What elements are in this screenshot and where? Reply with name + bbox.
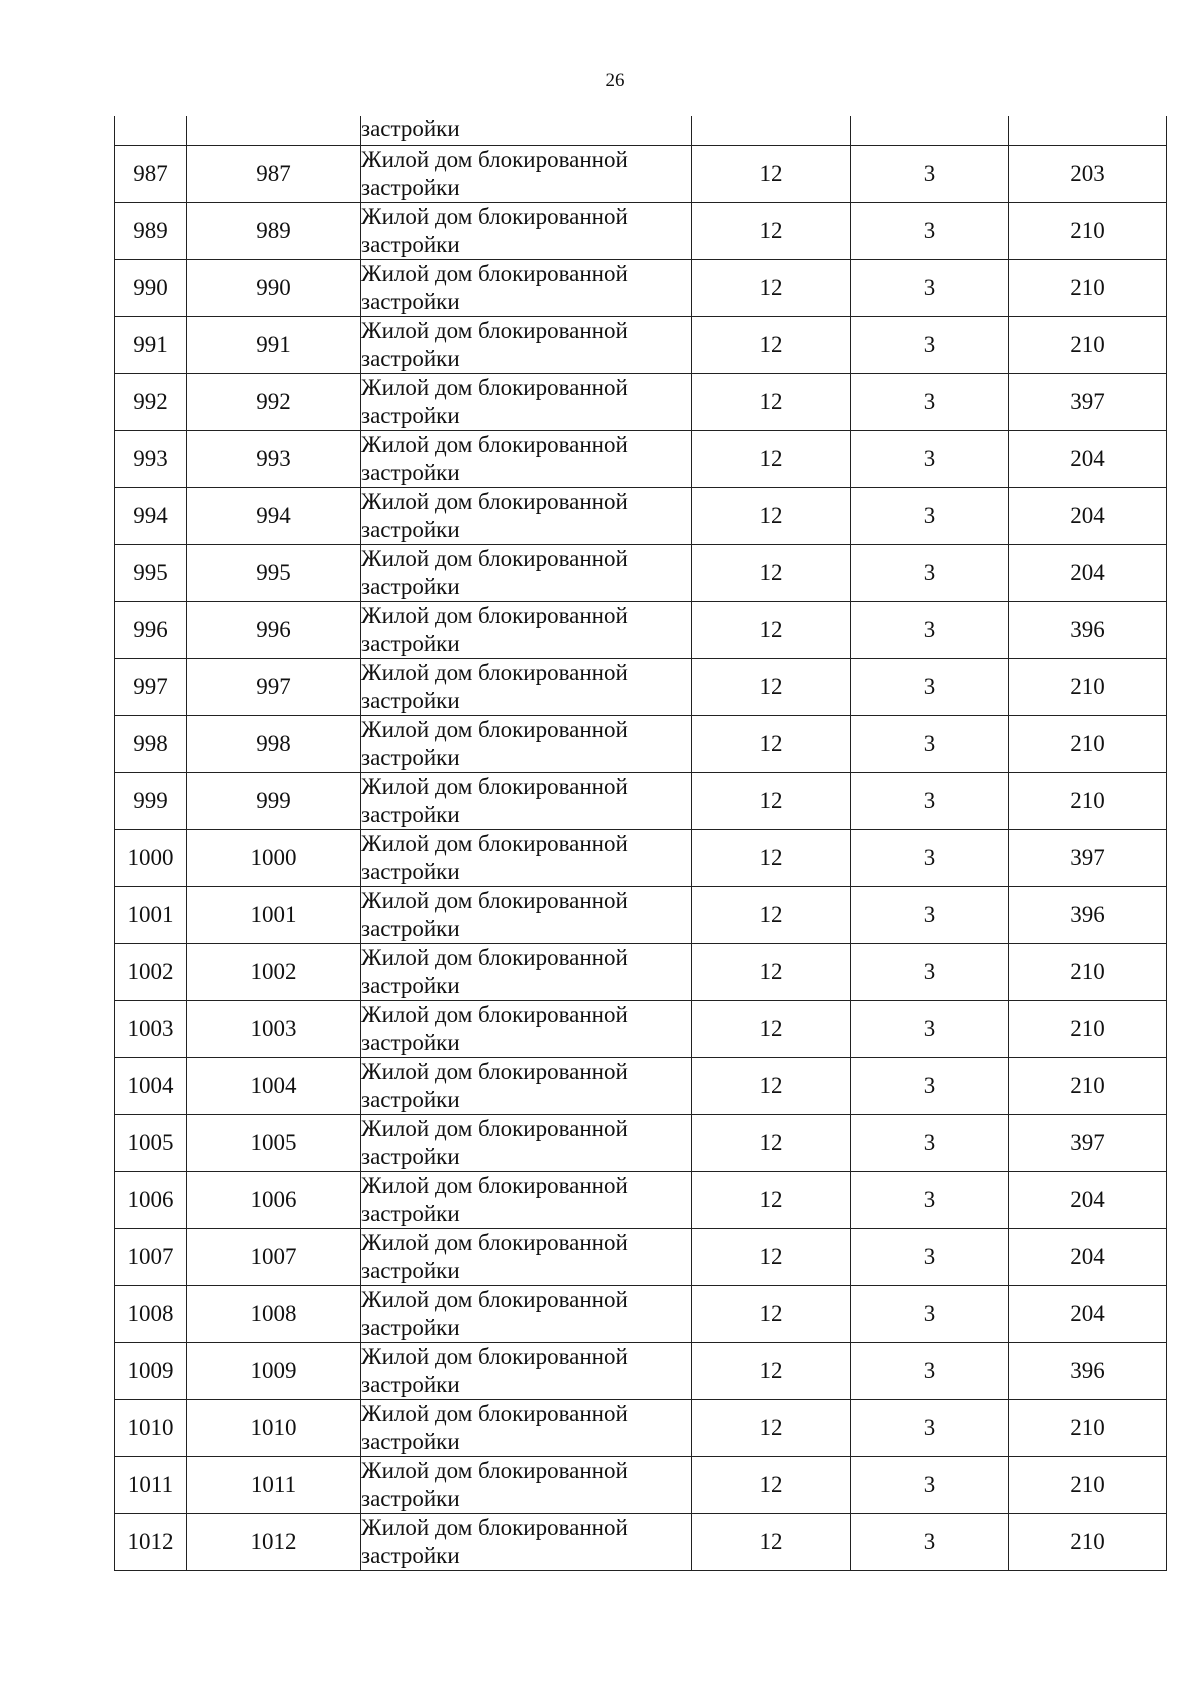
cell-index: 1009	[115, 1343, 187, 1400]
description-line-1: Жилой дом блокированной	[361, 1401, 628, 1426]
cell-value-a: 12	[692, 1001, 851, 1058]
cell-value-c: 210	[1009, 1514, 1167, 1571]
cell-description	[361, 317, 692, 374]
cell-value-a: 12	[692, 317, 851, 374]
cell-value-b: 3	[851, 203, 1009, 260]
table-row	[115, 431, 1167, 488]
cell-number: 987	[187, 146, 361, 203]
table-row	[115, 773, 1167, 830]
description-line-2: застройки	[361, 574, 460, 599]
cell-description	[361, 887, 692, 944]
cell-number: 1002	[187, 944, 361, 1001]
cell-value-c: 204	[1009, 431, 1167, 488]
cell-index: 994	[115, 488, 187, 545]
cell-number: 999	[187, 773, 361, 830]
description-line-2: застройки	[361, 688, 460, 713]
cell-value-a: 12	[692, 260, 851, 317]
description-line-1: Жилой дом блокированной	[361, 831, 628, 856]
cell-value-c: 210	[1009, 260, 1167, 317]
description-line-2: застройки	[361, 745, 460, 770]
cell-value-a: 12	[692, 488, 851, 545]
cell-value-b: 3	[851, 1115, 1009, 1172]
cell-value-b: 3	[851, 1286, 1009, 1343]
cell-description	[361, 944, 692, 1001]
cell-index: 1012	[115, 1514, 187, 1571]
description-line-1: Жилой дом блокированной	[361, 489, 628, 514]
table-row	[115, 1457, 1167, 1514]
cell-value-c: 397	[1009, 374, 1167, 431]
table-row	[115, 716, 1167, 773]
cell-value-b: 3	[851, 1058, 1009, 1115]
description-line-2: застройки	[361, 1087, 460, 1112]
cell-index: 998	[115, 716, 187, 773]
description-line-2: застройки	[361, 973, 460, 998]
cell-index: 1006	[115, 1172, 187, 1229]
cell-value-a: 12	[692, 431, 851, 488]
cell-number: 1008	[187, 1286, 361, 1343]
cell-index: 995	[115, 545, 187, 602]
description-line-1: Жилой дом блокированной	[361, 318, 628, 343]
cell-value-b: 3	[851, 1001, 1009, 1058]
cell-value-c: 210	[1009, 659, 1167, 716]
table-row	[115, 1400, 1167, 1457]
table-row	[115, 887, 1167, 944]
description-line-2: застройки	[361, 175, 460, 200]
cell-description	[361, 773, 692, 830]
cell-number: 989	[187, 203, 361, 260]
cell-index: 991	[115, 317, 187, 374]
table-row	[115, 260, 1167, 317]
cell-description	[361, 1001, 692, 1058]
cell-value-c: 204	[1009, 1229, 1167, 1286]
description-line-2: застройки	[361, 802, 460, 827]
description-line-2: застройки	[361, 1315, 460, 1340]
cell-description	[361, 830, 692, 887]
cell-description	[361, 260, 692, 317]
table-row	[115, 1172, 1167, 1229]
cell-value-a: 12	[692, 1343, 851, 1400]
cell-value-b: 3	[851, 887, 1009, 944]
cell-number	[187, 116, 361, 146]
cell-value-c: 210	[1009, 716, 1167, 773]
description-line-1: Жилой дом блокированной	[361, 717, 628, 742]
description-line-1: Жилой дом блокированной	[361, 1173, 628, 1198]
cell-value-a: 12	[692, 374, 851, 431]
description-line-2: застройки	[361, 1543, 460, 1568]
table-row	[115, 374, 1167, 431]
cell-value-a: 12	[692, 1514, 851, 1571]
cell-value-c: 396	[1009, 887, 1167, 944]
cell-value-b: 3	[851, 716, 1009, 773]
cell-value-a: 12	[692, 1457, 851, 1514]
table-row	[115, 488, 1167, 545]
cell-description	[361, 488, 692, 545]
cell-value-b: 3	[851, 1514, 1009, 1571]
cell-value-a: 12	[692, 146, 851, 203]
cell-number: 998	[187, 716, 361, 773]
description-line-1: Жилой дом блокированной	[361, 1116, 628, 1141]
cell-description	[361, 1343, 692, 1400]
cell-value-c: 210	[1009, 1058, 1167, 1115]
cell-index: 1005	[115, 1115, 187, 1172]
description-line-2: застройки	[361, 232, 460, 257]
cell-value-a: 12	[692, 1115, 851, 1172]
cell-value-a: 12	[692, 887, 851, 944]
description-line-2: застройки	[361, 631, 460, 656]
cell-number: 1007	[187, 1229, 361, 1286]
cell-value-b: 3	[851, 374, 1009, 431]
cell-number: 1001	[187, 887, 361, 944]
cell-value-b: 3	[851, 830, 1009, 887]
registry-table	[114, 116, 1167, 1571]
cell-value-b: 3	[851, 1343, 1009, 1400]
description-line-2: застройки	[361, 403, 460, 428]
cell-number: 1006	[187, 1172, 361, 1229]
table-row	[115, 830, 1167, 887]
cell-value-b: 3	[851, 1400, 1009, 1457]
cell-value-c: 204	[1009, 1172, 1167, 1229]
cell-description	[361, 1058, 692, 1115]
cell-value-a: 12	[692, 203, 851, 260]
cell-index: 1008	[115, 1286, 187, 1343]
description-line-2: застройки	[361, 1372, 460, 1397]
description-line-2: застройки	[361, 460, 460, 485]
table-row	[115, 1058, 1167, 1115]
cell-description	[361, 659, 692, 716]
table-row	[115, 1229, 1167, 1286]
cell-value-c: 210	[1009, 944, 1167, 1001]
cell-value-c: 204	[1009, 545, 1167, 602]
table-row	[115, 659, 1167, 716]
cell-description	[361, 374, 692, 431]
cell-value-c: 210	[1009, 203, 1167, 260]
cell-number: 1005	[187, 1115, 361, 1172]
cell-number: 996	[187, 602, 361, 659]
cell-number: 1012	[187, 1514, 361, 1571]
description-line-1: Жилой дом блокированной	[361, 1059, 628, 1084]
description-line-2: застройки	[361, 346, 460, 371]
cell-index: 996	[115, 602, 187, 659]
table-body	[115, 116, 1167, 1571]
cell-value-b: 3	[851, 944, 1009, 1001]
cell-number: 997	[187, 659, 361, 716]
cell-index: 992	[115, 374, 187, 431]
cell-description	[361, 545, 692, 602]
cell-value-c: 203	[1009, 146, 1167, 203]
description-line: застройки	[361, 116, 460, 141]
description-line-1: Жилой дом блокированной	[361, 546, 628, 571]
cell-value-b	[851, 116, 1009, 146]
cell-number: 990	[187, 260, 361, 317]
cell-value-c: 397	[1009, 830, 1167, 887]
description-line-1: Жилой дом блокированной	[361, 945, 628, 970]
cell-value-c: 397	[1009, 1115, 1167, 1172]
cell-value-b: 3	[851, 602, 1009, 659]
description-line-1: Жилой дом блокированной	[361, 147, 628, 172]
cell-value-c: 396	[1009, 1343, 1167, 1400]
cell-value-a: 12	[692, 1286, 851, 1343]
continuation-row	[115, 116, 1167, 146]
cell-index: 1000	[115, 830, 187, 887]
cell-value-a	[692, 116, 851, 146]
cell-value-a: 12	[692, 830, 851, 887]
cell-value-a: 12	[692, 1229, 851, 1286]
cell-value-c: 396	[1009, 602, 1167, 659]
description-line-1: Жилой дом блокированной	[361, 660, 628, 685]
description-line-2: застройки	[361, 289, 460, 314]
table-row	[115, 1115, 1167, 1172]
description-line-2: застройки	[361, 1030, 460, 1055]
cell-number: 1003	[187, 1001, 361, 1058]
description-line-2: застройки	[361, 1429, 460, 1454]
cell-number: 992	[187, 374, 361, 431]
cell-value-b: 3	[851, 431, 1009, 488]
cell-value-a: 12	[692, 545, 851, 602]
table-row	[115, 944, 1167, 1001]
table-row	[115, 1286, 1167, 1343]
cell-description	[361, 146, 692, 203]
cell-index: 1007	[115, 1229, 187, 1286]
cell-description	[361, 1514, 692, 1571]
description-line-2: застройки	[361, 1258, 460, 1283]
description-line-2: застройки	[361, 859, 460, 884]
description-line-2: застройки	[361, 916, 460, 941]
cell-description	[361, 1115, 692, 1172]
table-row	[115, 317, 1167, 374]
cell-value-c: 210	[1009, 1400, 1167, 1457]
cell-description	[361, 602, 692, 659]
table-row	[115, 602, 1167, 659]
cell-description	[361, 203, 692, 260]
description-line-1: Жилой дом блокированной	[361, 1287, 628, 1312]
cell-number: 1009	[187, 1343, 361, 1400]
cell-value-c: 210	[1009, 773, 1167, 830]
cell-index: 993	[115, 431, 187, 488]
cell-value-c: 210	[1009, 317, 1167, 374]
cell-value-c: 204	[1009, 1286, 1167, 1343]
table-row	[115, 203, 1167, 260]
description-line-1: Жилой дом блокированной	[361, 375, 628, 400]
cell-number: 1010	[187, 1400, 361, 1457]
cell-description	[361, 1286, 692, 1343]
cell-number: 1000	[187, 830, 361, 887]
cell-value-c: 210	[1009, 1001, 1167, 1058]
cell-description	[361, 431, 692, 488]
cell-value-b: 3	[851, 146, 1009, 203]
cell-description	[361, 1400, 692, 1457]
cell-description	[361, 1172, 692, 1229]
description-line-1: Жилой дом блокированной	[361, 1002, 628, 1027]
description-line-2: застройки	[361, 517, 460, 542]
description-line-1: Жилой дом блокированной	[361, 204, 628, 229]
cell-value-b: 3	[851, 1172, 1009, 1229]
cell-index: 990	[115, 260, 187, 317]
cell-value-b: 3	[851, 260, 1009, 317]
cell-value-b: 3	[851, 488, 1009, 545]
cell-index: 987	[115, 146, 187, 203]
cell-value-a: 12	[692, 944, 851, 1001]
cell-value-a: 12	[692, 1172, 851, 1229]
cell-value-a: 12	[692, 1058, 851, 1115]
cell-number: 1011	[187, 1457, 361, 1514]
page-number: 26	[605, 70, 625, 91]
table-row	[115, 1001, 1167, 1058]
cell-number: 995	[187, 545, 361, 602]
cell-number: 991	[187, 317, 361, 374]
cell-value-c	[1009, 116, 1167, 146]
description-line-2: застройки	[361, 1144, 460, 1169]
description-line-1: Жилой дом блокированной	[361, 1230, 628, 1255]
cell-value-b: 3	[851, 317, 1009, 374]
cell-value-b: 3	[851, 545, 1009, 602]
description-line-1: Жилой дом блокированной	[361, 774, 628, 799]
cell-index: 1010	[115, 1400, 187, 1457]
description-line-1: Жилой дом блокированной	[361, 432, 628, 457]
cell-value-a: 12	[692, 773, 851, 830]
table-row	[115, 1343, 1167, 1400]
table-row	[115, 146, 1167, 203]
description-line-2: застройки	[361, 1201, 460, 1226]
cell-index: 1003	[115, 1001, 187, 1058]
cell-index: 1002	[115, 944, 187, 1001]
description-line-1: Жилой дом блокированной	[361, 603, 628, 628]
cell-number: 1004	[187, 1058, 361, 1115]
table-row	[115, 545, 1167, 602]
cell-value-b: 3	[851, 773, 1009, 830]
cell-value-c: 210	[1009, 1457, 1167, 1514]
cell-value-a: 12	[692, 716, 851, 773]
cell-number: 994	[187, 488, 361, 545]
cell-index: 997	[115, 659, 187, 716]
cell-value-b: 3	[851, 1229, 1009, 1286]
cell-index	[115, 116, 187, 146]
description-line-1: Жилой дом блокированной	[361, 888, 628, 913]
description-line-1: Жилой дом блокированной	[361, 261, 628, 286]
cell-value-c: 204	[1009, 488, 1167, 545]
description-line-1: Жилой дом блокированной	[361, 1515, 628, 1540]
cell-index: 999	[115, 773, 187, 830]
cell-index: 989	[115, 203, 187, 260]
cell-value-b: 3	[851, 659, 1009, 716]
cell-index: 1011	[115, 1457, 187, 1514]
description-line-2: застройки	[361, 1486, 460, 1511]
description-line-1: Жилой дом блокированной	[361, 1458, 628, 1483]
cell-index: 1004	[115, 1058, 187, 1115]
cell-description	[361, 116, 692, 146]
cell-value-a: 12	[692, 1400, 851, 1457]
cell-value-a: 12	[692, 602, 851, 659]
cell-index: 1001	[115, 887, 187, 944]
cell-value-b: 3	[851, 1457, 1009, 1514]
cell-description	[361, 1229, 692, 1286]
description-line-1: Жилой дом блокированной	[361, 1344, 628, 1369]
cell-description	[361, 716, 692, 773]
table-row	[115, 1514, 1167, 1571]
cell-number: 993	[187, 431, 361, 488]
cell-value-a: 12	[692, 659, 851, 716]
cell-description	[361, 1457, 692, 1514]
